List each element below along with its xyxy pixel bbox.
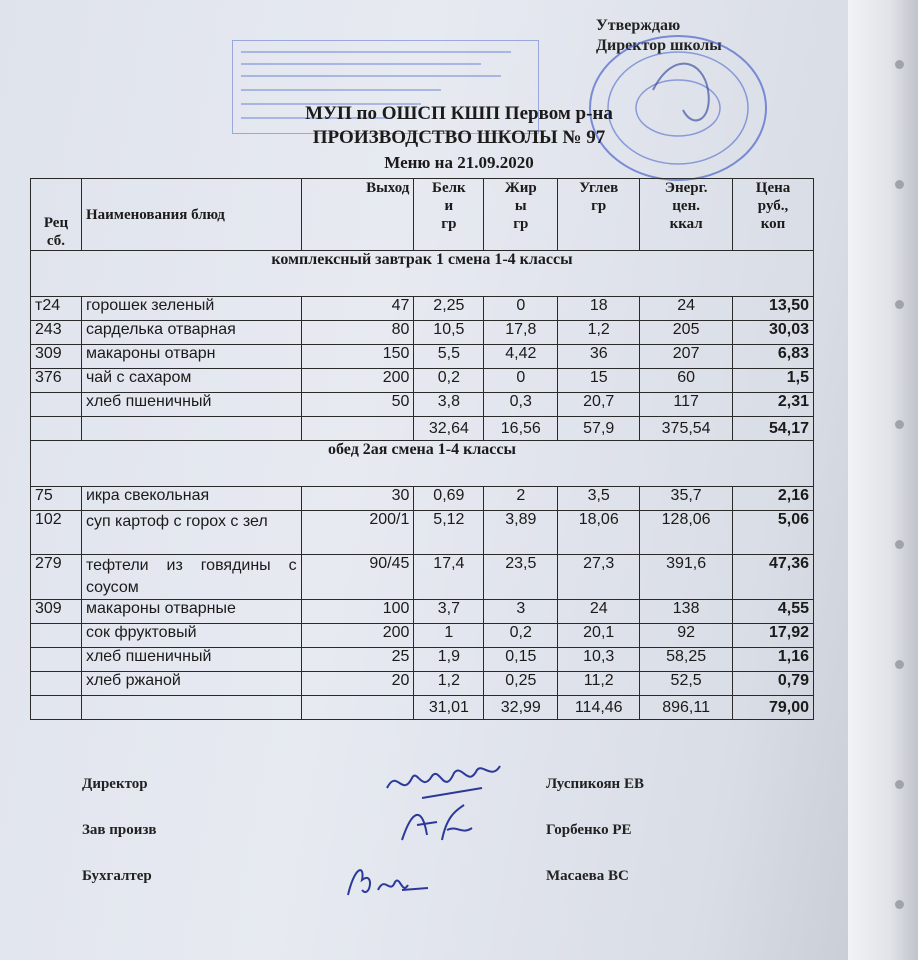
punch-hole	[895, 60, 904, 69]
cell-carbs: 36	[558, 345, 640, 369]
signature-person: Горбенко РЕ	[546, 822, 632, 838]
total-fat: 16,56	[484, 417, 558, 441]
cell-fat: 0	[484, 297, 558, 321]
cell-yield: 47	[301, 297, 414, 321]
cell-fat: 4,42	[484, 345, 558, 369]
approval-line-2: Директор школы	[596, 37, 722, 54]
menu-table-body	[31, 251, 814, 720]
total-carbs: 114,46	[558, 696, 640, 720]
production-title: ПРОИЗВОДСТВО ШКОЛЫ № 97	[312, 127, 606, 148]
cell-fat: 2	[484, 487, 558, 511]
cell-carbs: 15	[558, 369, 640, 393]
cell-rec	[31, 624, 82, 648]
cell-protein: 0,2	[414, 369, 484, 393]
cell-fat: 17,8	[484, 321, 558, 345]
cell-price: 4,55	[733, 600, 814, 624]
cell-energy: 207	[640, 345, 733, 369]
handwritten-signature-accountant	[340, 860, 430, 905]
table-row	[31, 321, 814, 345]
cell-fat: 23,5	[484, 555, 558, 600]
section-title: обед 2ая смена 1-4 классы	[31, 441, 814, 487]
org-title: МУП по ОШСП КШП Первом р-на	[305, 103, 613, 124]
menu-table	[30, 178, 814, 720]
cell-fat: 0,25	[484, 672, 558, 696]
cell-name: хлеб ржаной	[81, 672, 301, 696]
cell-name	[81, 696, 301, 720]
cell-yield	[301, 417, 414, 441]
cell-name	[81, 417, 301, 441]
signature-person: Луспикоян ЕВ	[546, 776, 644, 792]
cell-price: 47,36	[733, 555, 814, 600]
cell-name: горошек зеленый	[81, 297, 301, 321]
punch-hole	[895, 420, 904, 429]
cell-price: 13,50	[733, 297, 814, 321]
col-header-rec: Рец сб.	[31, 179, 82, 251]
menu-date: Меню на 21.09.2020	[384, 153, 534, 172]
punch-hole	[895, 300, 904, 309]
cell-carbs: 24	[558, 600, 640, 624]
cell-rec	[31, 672, 82, 696]
cell-fat: 0	[484, 369, 558, 393]
cell-price: 1,16	[733, 648, 814, 672]
punch-hole	[895, 180, 904, 189]
total-fat: 32,99	[484, 696, 558, 720]
cell-protein: 0,69	[414, 487, 484, 511]
cell-rec	[31, 393, 82, 417]
cell-energy: 92	[640, 624, 733, 648]
cell-name: сарделька отварная	[81, 321, 301, 345]
punch-hole	[895, 900, 904, 909]
cell-protein: 5,12	[414, 511, 484, 555]
table-row	[31, 600, 814, 624]
cell-yield: 150	[301, 345, 414, 369]
signature-person: Масаева ВС	[546, 868, 629, 884]
cell-yield: 20	[301, 672, 414, 696]
cell-yield: 80	[301, 321, 414, 345]
total-row	[31, 417, 814, 441]
cell-energy: 58,25	[640, 648, 733, 672]
cell-energy: 35,7	[640, 487, 733, 511]
cell-energy: 52,5	[640, 672, 733, 696]
table-row	[31, 511, 814, 555]
cell-carbs: 20,1	[558, 624, 640, 648]
cell-name: икра свекольная	[81, 487, 301, 511]
cell-name: хлеб пшеничный	[81, 648, 301, 672]
table-row	[31, 648, 814, 672]
punch-hole	[895, 540, 904, 549]
cell-protein: 1,9	[414, 648, 484, 672]
cell-name: макароны отварн	[81, 345, 301, 369]
cell-yield: 200/1	[301, 511, 414, 555]
cell-carbs: 3,5	[558, 487, 640, 511]
cell-protein: 1,2	[414, 672, 484, 696]
col-header-fat: Жир ы гр	[484, 179, 558, 251]
cell-energy: 205	[640, 321, 733, 345]
cell-name: макароны отварные	[81, 600, 301, 624]
cell-name: чай с сахаром	[81, 369, 301, 393]
punch-hole	[895, 780, 904, 789]
col-header-energy: Энерг. цен. ккал	[640, 179, 733, 251]
approval-line-1: Утверждаю	[596, 17, 681, 34]
cell-yield: 100	[301, 600, 414, 624]
total-price: 54,17	[733, 417, 814, 441]
section-header-row	[31, 441, 814, 487]
col-header-carbs: Углев гр	[558, 179, 640, 251]
cell-price: 6,83	[733, 345, 814, 369]
cell-rec	[31, 417, 82, 441]
cell-protein: 3,8	[414, 393, 484, 417]
cell-rec: т24	[31, 297, 82, 321]
cell-energy: 128,06	[640, 511, 733, 555]
section-title: комплексный завтрак 1 смена 1-4 классы	[31, 251, 814, 297]
cell-protein: 10,5	[414, 321, 484, 345]
cell-rec: 102	[31, 511, 82, 555]
cell-energy: 391,6	[640, 555, 733, 600]
cell-energy: 24	[640, 297, 733, 321]
total-energy: 896,11	[640, 696, 733, 720]
cell-yield: 25	[301, 648, 414, 672]
cell-fat: 0,2	[484, 624, 558, 648]
cell-carbs: 20,7	[558, 393, 640, 417]
col-header-price: Цена руб., коп	[733, 179, 814, 251]
cell-fat: 3	[484, 600, 558, 624]
signature-role: Зав произв	[82, 822, 157, 838]
cell-energy: 138	[640, 600, 733, 624]
cell-protein: 1	[414, 624, 484, 648]
cell-carbs: 18	[558, 297, 640, 321]
cell-fat: 0,15	[484, 648, 558, 672]
total-energy: 375,54	[640, 417, 733, 441]
table-header-row	[31, 179, 814, 251]
table-row	[31, 297, 814, 321]
cell-energy: 60	[640, 369, 733, 393]
cell-protein: 5,5	[414, 345, 484, 369]
cell-yield: 50	[301, 393, 414, 417]
cell-yield: 30	[301, 487, 414, 511]
cell-fat: 0,3	[484, 393, 558, 417]
cell-name: хлеб пшеничный	[81, 393, 301, 417]
cell-protein: 17,4	[414, 555, 484, 600]
cell-name: тефтели из говядины с соусом	[81, 555, 301, 600]
cell-price: 5,06	[733, 511, 814, 555]
cell-energy: 117	[640, 393, 733, 417]
table-row	[31, 624, 814, 648]
signature-role: Бухгалтер	[82, 868, 152, 884]
total-protein: 32,64	[414, 417, 484, 441]
section-header-row	[31, 251, 814, 297]
cell-price: 0,79	[733, 672, 814, 696]
cell-carbs: 11,2	[558, 672, 640, 696]
cell-rec: 75	[31, 487, 82, 511]
cell-protein: 2,25	[414, 297, 484, 321]
cell-rec	[31, 648, 82, 672]
signature-role: Директор	[82, 776, 148, 792]
table-row	[31, 487, 814, 511]
table-row	[31, 345, 814, 369]
cell-carbs: 10,3	[558, 648, 640, 672]
cell-rec	[31, 696, 82, 720]
cell-rec: 309	[31, 600, 82, 624]
col-header-name: Наименования блюд	[81, 179, 301, 251]
cell-name: суп картоф с горох с зел	[81, 511, 301, 555]
table-row	[31, 369, 814, 393]
cell-name: сок фруктовый	[81, 624, 301, 648]
cell-price: 17,92	[733, 624, 814, 648]
table-row	[31, 555, 814, 600]
cell-rec: 309	[31, 345, 82, 369]
cell-price: 2,16	[733, 487, 814, 511]
handwritten-signature-production	[392, 800, 482, 850]
cell-protein: 3,7	[414, 600, 484, 624]
cell-carbs: 18,06	[558, 511, 640, 555]
cell-carbs: 1,2	[558, 321, 640, 345]
cell-rec: 279	[31, 555, 82, 600]
cell-yield: 200	[301, 624, 414, 648]
total-protein: 31,01	[414, 696, 484, 720]
cell-carbs: 27,3	[558, 555, 640, 600]
cell-rec: 376	[31, 369, 82, 393]
col-header-protein: Белк и гр	[414, 179, 484, 251]
cell-fat: 3,89	[484, 511, 558, 555]
cell-yield	[301, 696, 414, 720]
cell-price: 2,31	[733, 393, 814, 417]
col-header-yield: Выход	[301, 179, 414, 251]
total-row	[31, 696, 814, 720]
table-row	[31, 393, 814, 417]
total-price: 79,00	[733, 696, 814, 720]
punch-hole	[895, 660, 904, 669]
total-carbs: 57,9	[558, 417, 640, 441]
cell-rec: 243	[31, 321, 82, 345]
cell-yield: 200	[301, 369, 414, 393]
cell-price: 1,5	[733, 369, 814, 393]
cell-price: 30,03	[733, 321, 814, 345]
cell-yield: 90/45	[301, 555, 414, 600]
table-row	[31, 672, 814, 696]
